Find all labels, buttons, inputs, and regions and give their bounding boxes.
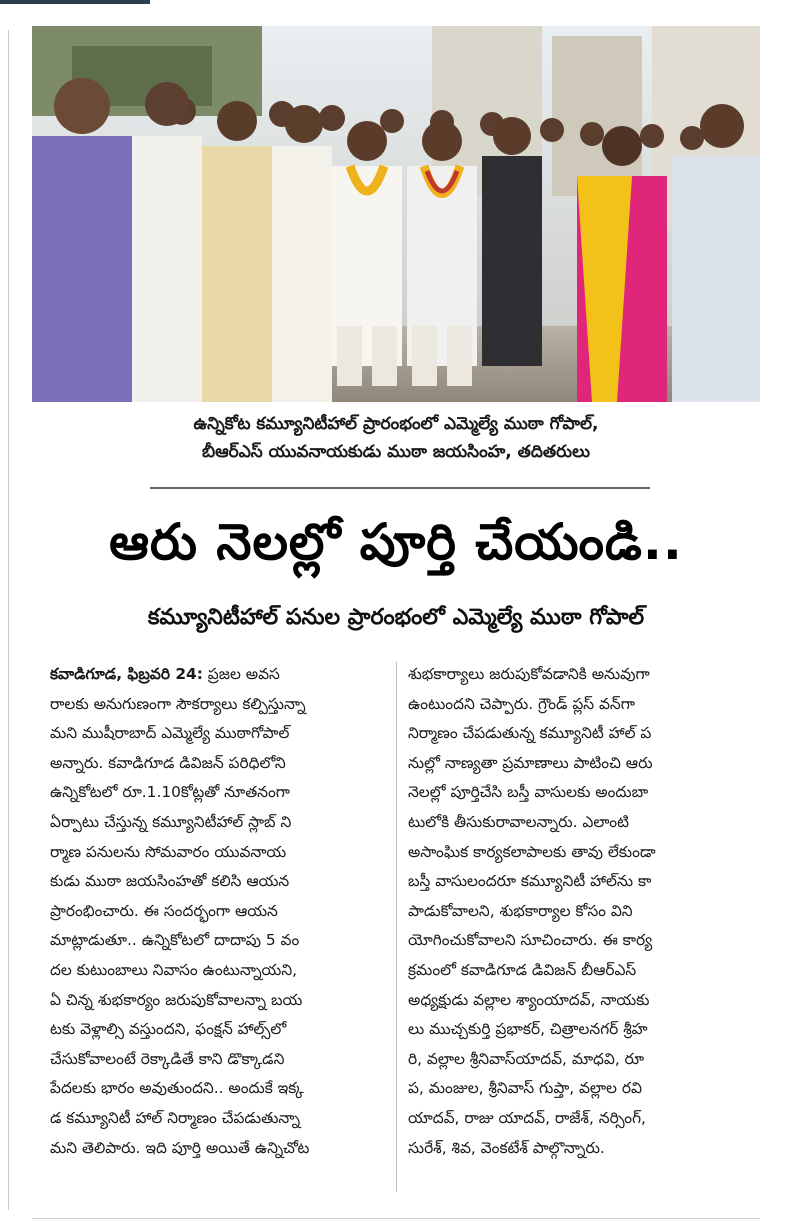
article-column-left xyxy=(50,660,390,1163)
article-line: అన్నారు. కవాడిగూడ డివిజన్ పరిధిలోని xyxy=(50,753,286,772)
article-line: రాలకు అనుగుణంగా సౌకర్యాలు కల్పిస్తున్నా xyxy=(50,694,306,713)
dateline: కవాడిగూడ, ఫిబ్రవరి 24: xyxy=(50,665,203,683)
article-line: పాడుకోవాలని, శుభకార్యాల కోసం విని xyxy=(408,901,633,920)
article-line: చేసుకోవాలంటే రెక్కాడితే కాని డొక్కాడని xyxy=(50,1049,285,1068)
caption-line-2: బీఆర్ఎస్ యువనాయకుడు ముఠా జయసింహ, తదితరులు xyxy=(201,442,591,462)
article-line: సురేశ్, శివ, వెంకటేశ్ పాల్గొన్నారు. xyxy=(408,1138,605,1157)
article-line: లు ముచ్చకుర్తి ప్రభాకర్, చిత్రాలనగర్ శ్రీహ xyxy=(408,1020,648,1039)
article-line: పేదలకు భారం అవుతుందని.. అందుకే ఇక్క xyxy=(50,1079,304,1098)
article-line: యోగించుకోవాలని సూచించారు. ఈ కార్య xyxy=(408,931,653,950)
article-line: ప్రారంభించారు. ఈ సందర్భంగా ఆయన xyxy=(50,901,278,920)
column-divider xyxy=(396,662,397,1192)
article-line: కుడు ముఠా జయసింహతో కలిసి ఆయన xyxy=(50,872,290,891)
article-line: రి, వల్లాల శ్రీనివాస్‌యాదవ్, మాధవి, రూ xyxy=(408,1049,645,1068)
article-line xyxy=(50,660,390,690)
article-column-right xyxy=(408,660,748,1163)
top-accent-bar xyxy=(0,0,150,4)
article-line: శుభకార్యాలు జరుపుకోవడానికి అనువుగా xyxy=(408,665,650,683)
article-line: నిర్మాణం చేపడుతున్న కమ్యూనిటీ హాల్ ప xyxy=(408,724,652,743)
caption-divider xyxy=(150,487,650,489)
article-line: అధ్యక్షుడు వల్లాల శ్యాంయాదవ్, నాయకు xyxy=(408,990,650,1009)
article-line: నుల్లో నాణ్యతా ప్రమాణాలు పాటించి ఆరు xyxy=(408,753,653,772)
article-line-text: ప్రజల అవస xyxy=(207,665,280,683)
photo-caption xyxy=(32,410,760,466)
article-line: అసాంఘిక కార్యకలాపాలకు తావు లేకుండా xyxy=(408,842,656,861)
article-line: మాట్లాడుతూ.. ఉన్నికోటలో దాదాపు 5 వం xyxy=(50,931,300,950)
news-photo xyxy=(32,26,760,402)
headline: ఆరు నెలల్లో పూర్తి చేయండి.. xyxy=(109,513,683,571)
article-line: ఉన్నికోటలో రూ.1.10కోట్లతో నూతనంగా xyxy=(50,783,290,802)
article-line: దల కుటుంబాలు నివాసం ఉంటున్నాయని, xyxy=(50,960,298,979)
article-line: ప, మంజుల, శ్రీనివాస్ గుప్తా, వల్లాల రవి xyxy=(408,1079,642,1098)
article-line: క్రమంలో కవాడిగూడ డివిజన్ బీఆర్ఎస్ xyxy=(408,960,637,979)
article-line: నెలల్లో పూర్తిచేసి బస్తీ వాసులకు అందుబా xyxy=(408,783,649,802)
article-line: యాదవ్, రాజు యాదవ్, రాజేశ్, నర్సింగ్, xyxy=(408,1108,646,1127)
article-line: టకు వెళ్లాల్సి వస్తుందని, ఫంక్షన్ హాల్స్‌లో xyxy=(50,1020,287,1039)
article-line: ఉంటుందని చెప్పారు. గ్రౌండ్ ప్లస్ వన్‌గా xyxy=(408,694,635,713)
article-line: ర్మాణ పనులను సోమవారం యువనాయ xyxy=(50,842,287,861)
article-line: డ కమ్యూనిటీ హాల్ నిర్మాణం చేపడుతున్నా xyxy=(50,1108,301,1127)
margin-rule xyxy=(8,30,9,1210)
article-line: టులోకి తీసుకురావాలన్నారు. ఎలాంటి xyxy=(408,812,629,831)
group-photo-illustration xyxy=(32,26,760,402)
subheadline: కమ్యూనిటీహాల్ పనుల ప్రారంభంలో ఎమ్మెల్యే ముఠా గోపాల్ xyxy=(147,605,645,630)
bottom-rule xyxy=(32,1218,760,1219)
article-line: మని తెలిపారు. ఇది పూర్తి అయితే ఉన్నిచోట xyxy=(50,1138,310,1157)
article-line: బస్తీ వాసులందరూ కమ్యూనిటీ హాల్‌ను కా xyxy=(408,872,652,891)
caption-line-1: ఉన్నికోట కమ్యూనిటీహాల్ ప్రారంభంలో ఎమ్మెల్యే ముఠా గోపాల్, xyxy=(193,414,599,434)
article-line: ఏ చిన్న శుభకార్యం జరుపుకోవాలన్నా బయ xyxy=(50,990,303,1009)
article-line: ఏర్పాటు చేస్తున్న కమ్యూనిటీహాల్ స్లాబ్ ని xyxy=(50,812,292,831)
article-line: మని ముషీరాబాద్ ఎమ్మెల్యే ముఠాగోపాల్ xyxy=(50,724,290,743)
